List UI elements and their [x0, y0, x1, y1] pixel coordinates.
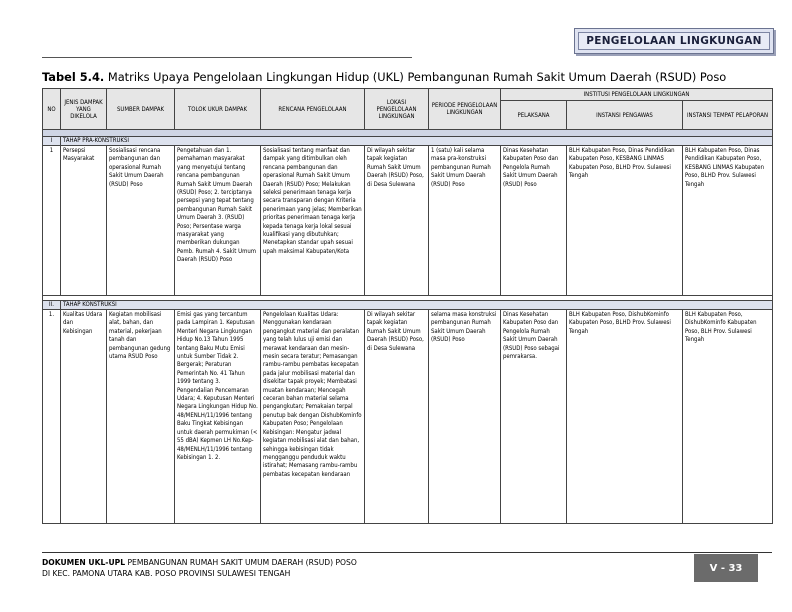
- section-label: TAHAP KONSTRUKSI: [61, 301, 773, 310]
- table-row: [43, 310, 773, 524]
- col-pengawas: INSTANSI PENGAWAS: [567, 101, 683, 130]
- section-no: I: [43, 137, 61, 146]
- cell-no: 1: [43, 146, 61, 296]
- cell-sumber: Sosialisasi rencana pembangunan dan operasional Rumah Sakit Umum Daerah (RSUD) Poso: [107, 146, 175, 296]
- section-row-pra-konstruksi: [43, 137, 773, 146]
- cell-no: 1.: [43, 310, 61, 524]
- col-periode: PERIODE PENGELOLAAN LINGKUNGAN: [429, 89, 501, 130]
- section-header-label: PENGELOLAAN LINGKUNGAN: [578, 32, 770, 50]
- col-institusi: INSTITUSI PENGELOLAAN LINGKUNGAN: [501, 89, 773, 101]
- cell-periode: 1 (satu) kali selama masa pra-konstruksi pembangunan Rumah Sakit Umum Daerah (RSUD) Poso: [429, 146, 501, 296]
- page-number: V - 33: [694, 554, 758, 582]
- col-lokasi: LOKASI PENGELOLAAN LINGKUNGAN: [365, 89, 429, 130]
- col-rencana: RENCANA PENGELOLAAN: [261, 89, 365, 130]
- table-caption: Matriks Upaya Pengelolaan Lingkungan Hidup (UKL) Pembangunan Rumah Sakit Umum Daerah (RSUD) Poso: [107, 70, 727, 84]
- table-title: [42, 70, 726, 84]
- section-label: TAHAP PRA-KONSTRUKSI: [61, 137, 773, 146]
- col-no: NO: [43, 89, 61, 130]
- cell-tolok: Emisi gas yang tercantum pada Lampiran 1. Keputusan Menteri Negara Lingkungan Hidup No.13 Tahun 1995 tentang Baku Mutu Emisi untuk Sumber Tidak 2. Bergerak; Peraturan Pemerintah No. 41 Tahun 1999 tentang 3. Pengendalian Pencemaran Udara; 4. Keputusan Menteri Negara Lingkungan Hidup No. 48/MENLH/11/1996 tentang Baku Tingkat Kebisingan untuk daerah permukiman (< 55 dBA) Kepmen LH No.Kep-48/MENLH/11/1996 tentang Kebisingan 1. 2.: [175, 310, 261, 524]
- cell-rencana: Pengelolaan Kualitas Udara: Menggunakan kendaraan pengangkut material dan peralatan yang telah lulus uji emisi dan merawat kendaraan dan mesin-mesin secara teratur; Pemasangan rambu-rambu pembatas kecepatan pada jalur mobilisasi material dan disekitar tapak proyek; Membatasi muatan kendaraan; Mencegah ceceran bahan material selama pengangkutan; Pemakaian terpal penutup bak dengan DishubKominfo Kabupaten Poso; Pengelolaan Kebisingan: Mengatur jadwal kegiatan mobilisasi alat dan bahan, sehingga kebisingan tidak mengganggu penduduk waktu istirahat; Memasang rambu-rambu pembatas kecepatan kendaraan: [261, 310, 365, 524]
- cell-rencana: Sosialisasi tentang manfaat dan dampak yang ditimbulkan oleh rencana pembangunan dan operasional Rumah Sakit Umum Daerah (RSUD) Poso; Melakukan seleksi penerimaan tenaga kerja secara transparan dengan Kriteria penerimaan yang jelas; Memberikan prioritas penerimaan tenaga kerja kepada tenaga kerja lokal sesuai kualifikasi yang dibutuhkan; Menetapkan standar upah sesuai upah maksimal Kabupaten/Kota: [261, 146, 365, 296]
- footer-line-2: DI KEC. PAMONA UTARA KAB. POSO PROVINSI SULAWESI TENGAH: [42, 569, 291, 578]
- cell-pelaksana: Dinas Kesehatan Kabupaten Poso dan Pengelola Rumah Sakit Umum Daerah (RSUD) Poso sebagai pemrakarsa.: [501, 310, 567, 524]
- cell-jenis: Persepsi Masyarakat: [61, 146, 107, 296]
- cell-sumber: Kegiatan mobilisasi alat, bahan, dan material, pekerjaan tanah dan pembangunan gedung utama RSUD Poso: [107, 310, 175, 524]
- col-tolok: TOLOK UKUR DAMPAK: [175, 89, 261, 130]
- cell-periode: selama masa konstruksi pembangunan Rumah Sakit Umum Daerah (RSUD) Poso: [429, 310, 501, 524]
- spacer-row: [43, 130, 773, 137]
- col-sumber: SUMBER DAMPAK: [107, 89, 175, 130]
- header-row: [43, 89, 773, 101]
- cell-pelaksana: Dinas Kesehatan Kabupaten Poso dan Pengelola Rumah Sakit Umum Daerah (RSUD) Poso: [501, 146, 567, 296]
- cell-lokasi: Di wilayah sekitar tapak kegiatan Rumah Sakit Umum Daerah (RSUD) Poso, di Desa Sulewana: [365, 146, 429, 296]
- table-number: Tabel 5.4.: [42, 70, 105, 84]
- cell-pelaporan: BLH Kabupaten Poso, DishubKominfo Kabupaten Poso, BLH Prov. Sulawesi Tengah: [683, 310, 773, 524]
- document-footer: [42, 557, 357, 579]
- section-header-badge: [574, 28, 774, 54]
- cell-tolok: Pengetahuan dan 1. pemahaman masyarakat yang menyetujui tentang rencana pembangunan Rumah Sakit Umum Daerah (RSUD) Poso; 2. terciptanya persepsi yang tepat tentang pembangunan Rumah Sakit Umum Daerah 3. (RSUD) Poso; Persentase warga masyarakat yang memberikan dukungan Pemb. Rumah 4. Sakit Umum Daerah (RSUD) Poso: [175, 146, 261, 296]
- section-no: II.: [43, 301, 61, 310]
- cell-pengawas: BLH Kabupaten Poso, DishubKominfo Kabupaten Poso, BLHD Prov. Sulawesi Tengah: [567, 310, 683, 524]
- cell-pengawas: BLH Kabupaten Poso, Dinas Pendidikan Kabupaten Poso, KESBANG LINMAS Kabupaten Poso, BLHD Prov. Sulawesi Tengah: [567, 146, 683, 296]
- top-rule: [42, 57, 412, 58]
- footer-line-1: [42, 557, 357, 568]
- col-jenis: JENIS DAMPAK YANG DIKELOLA: [61, 89, 107, 130]
- col-pelaporan: INSTANSI TEMPAT PELAPORAN: [683, 101, 773, 130]
- ukl-matrix-table: [42, 88, 773, 524]
- table-row: [43, 146, 773, 296]
- footer-rule: [42, 552, 772, 553]
- cell-pelaporan: BLH Kabupaten Poso, Dinas Pendidikan Kabupaten Poso, KESBANG LINMAS Kabupaten Poso, BLHD Prov. Sulawesi Tengah: [683, 146, 773, 296]
- col-pelaksana: PELAKSANA: [501, 101, 567, 130]
- cell-jenis: Kualitas Udara dan Kebisingan: [61, 310, 107, 524]
- footer-doc-type: DOKUMEN UKL-UPL: [42, 558, 126, 567]
- cell-lokasi: Di wilayah sekitar tapak kegiatan Rumah Sakit Umum Daerah (RSUD) Poso, di Desa Sulewana: [365, 310, 429, 524]
- footer-doc-title: PEMBANGUNAN RUMAH SAKIT UMUM DAERAH (RSUD) POSO: [125, 558, 357, 567]
- section-row-konstruksi: [43, 301, 773, 310]
